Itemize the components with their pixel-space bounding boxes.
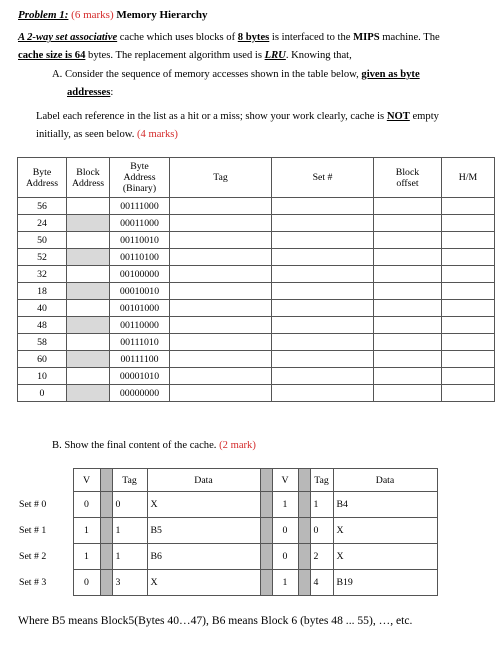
part-a-line-2 xyxy=(67,86,113,100)
cell-tag-way1: 4 xyxy=(310,570,333,596)
cell-block-offset xyxy=(374,283,442,300)
set-label: Set # 2 xyxy=(19,551,47,562)
cell-tag-way1: 0 xyxy=(310,518,333,544)
separator xyxy=(298,518,310,544)
cell-set xyxy=(272,351,374,368)
set-label: Set # 3 xyxy=(19,577,47,588)
header-block-offset xyxy=(374,158,442,198)
cell-byte-address: 40 xyxy=(18,300,67,317)
header-v-way1: V xyxy=(272,469,298,492)
header-separator xyxy=(298,469,310,492)
spacer xyxy=(58,518,73,544)
cache-table-header xyxy=(17,469,437,492)
header-set: Set # xyxy=(272,158,374,198)
cell-binary-address: 00111000 xyxy=(110,198,170,215)
header-spacer xyxy=(58,469,73,492)
header-separator xyxy=(100,469,112,492)
cell-byte-address: 10 xyxy=(18,368,67,385)
cell-block-address xyxy=(67,351,110,368)
cell-block-offset xyxy=(374,198,442,215)
cell-block-address xyxy=(67,283,110,300)
access-row xyxy=(18,334,495,351)
cache-set-row xyxy=(17,544,437,570)
cell-v-way0: 1 xyxy=(73,544,100,570)
cell-tag xyxy=(170,266,272,283)
separator xyxy=(298,570,310,596)
part-b-heading xyxy=(52,439,256,453)
cell-block-offset xyxy=(374,385,442,402)
cell-hit-miss xyxy=(442,317,495,334)
separator xyxy=(100,570,112,596)
cell-binary-address: 00111100 xyxy=(110,351,170,368)
intro-text: machine. The xyxy=(379,32,440,43)
cell-block-address xyxy=(67,215,110,232)
label-marks: (4 marks) xyxy=(137,129,178,140)
intro-line-1 xyxy=(18,31,440,45)
cell-binary-address: 00111010 xyxy=(110,334,170,351)
cell-block-address xyxy=(67,368,110,385)
access-row xyxy=(18,249,495,266)
cell-binary-address: 00000000 xyxy=(110,385,170,402)
problem-title xyxy=(18,8,208,22)
cell-data-way0: B5 xyxy=(147,518,260,544)
cell-v-way1: 1 xyxy=(272,570,298,596)
cache-table xyxy=(17,468,438,596)
header-text: (Binary) xyxy=(122,183,157,194)
cell-data-way1: B4 xyxy=(333,492,437,518)
cell-tag-way0: 1 xyxy=(112,518,147,544)
cell-hit-miss xyxy=(442,249,495,266)
cell-set xyxy=(272,249,374,266)
header-text: Byte xyxy=(130,161,149,172)
title-label: Problem 1: xyxy=(18,9,69,21)
cell-block-offset xyxy=(374,232,442,249)
cell-set xyxy=(272,283,374,300)
cell-byte-address: 0 xyxy=(18,385,67,402)
cell-set xyxy=(272,266,374,283)
cell-block-address xyxy=(67,300,110,317)
header-tag-way1: Tag xyxy=(310,469,333,492)
cell-tag xyxy=(170,351,272,368)
cell-v-way0: 0 xyxy=(73,492,100,518)
access-row xyxy=(18,232,495,249)
block-size: 8 bytes xyxy=(237,32,270,43)
access-row xyxy=(18,283,495,300)
cell-block-offset xyxy=(374,351,442,368)
cell-byte-address: 48 xyxy=(18,317,67,334)
cell-hit-miss xyxy=(442,385,495,402)
cache-set-row xyxy=(17,492,437,518)
cell-data-way0: X xyxy=(147,492,260,518)
intro-text: cache which uses blocks of xyxy=(117,32,238,43)
cell-tag-way1: 1 xyxy=(310,492,333,518)
cell-block-offset xyxy=(374,317,442,334)
separator xyxy=(260,570,272,596)
access-row xyxy=(18,368,495,385)
cell-byte-address: 58 xyxy=(18,334,67,351)
cell-tag xyxy=(170,232,272,249)
cell-tag xyxy=(170,249,272,266)
cell-data-way1: X xyxy=(333,518,437,544)
footer-note: Where B5 means Block5(Bytes 40…47), B6 means Block 6 (bytes 48 ... 55), …, etc. xyxy=(18,614,413,627)
cell-set xyxy=(272,334,374,351)
cell-hit-miss xyxy=(442,283,495,300)
access-row xyxy=(18,317,495,334)
cell-set xyxy=(272,232,374,249)
cell-byte-address: 52 xyxy=(18,249,67,266)
cell-block-address xyxy=(67,334,110,351)
access-row xyxy=(18,300,495,317)
set-label: Set # 0 xyxy=(19,499,47,510)
cache-size: cache size is 64 xyxy=(18,50,86,61)
access-row xyxy=(18,266,495,283)
cell-set xyxy=(272,300,374,317)
label-line-2 xyxy=(36,128,178,142)
part-a-line-1 xyxy=(52,68,420,82)
spacer xyxy=(58,492,73,518)
cell-block-offset xyxy=(374,334,442,351)
cell-hit-miss xyxy=(442,334,495,351)
cache-type: A 2-way set associative xyxy=(18,32,118,43)
part-b-marks: (2 mark) xyxy=(219,440,256,451)
cell-binary-address: 00010010 xyxy=(110,283,170,300)
access-row xyxy=(18,351,495,368)
cell-set xyxy=(272,198,374,215)
cell-block-offset xyxy=(374,249,442,266)
cell-tag xyxy=(170,334,272,351)
intro-text: bytes. The replacement algorithm used is xyxy=(85,50,265,61)
separator xyxy=(100,544,112,570)
header-separator xyxy=(260,469,272,492)
cell-binary-address: 00110100 xyxy=(110,249,170,266)
cell-block-address xyxy=(67,317,110,334)
intro-text: is interfaced to the xyxy=(269,32,354,43)
cell-hit-miss xyxy=(442,215,495,232)
cell-byte-address: 24 xyxy=(18,215,67,232)
cell-set xyxy=(272,368,374,385)
cell-hit-miss xyxy=(442,198,495,215)
header-binary-address xyxy=(110,158,170,198)
label-text: Label each reference in the list as a hit or a miss; show your work clearly, cache is xyxy=(36,111,387,122)
cell-binary-address: 00110000 xyxy=(110,317,170,334)
label-line-1 xyxy=(36,110,439,124)
replacement-policy: LRU xyxy=(264,50,286,61)
header-text: Block xyxy=(395,166,420,178)
header-set-label xyxy=(17,469,58,492)
cell-block-offset xyxy=(374,215,442,232)
part-a-text: : xyxy=(110,87,114,98)
cell-tag xyxy=(170,317,272,334)
cell-tag-way0: 0 xyxy=(112,492,147,518)
header-text: Address xyxy=(71,177,105,189)
cell-set xyxy=(272,317,374,334)
cell-tag xyxy=(170,215,272,232)
spacer xyxy=(58,544,73,570)
cell-hit-miss xyxy=(442,266,495,283)
header-text: Block xyxy=(76,166,100,178)
title-topic: Memory Hierarchy xyxy=(116,9,208,21)
separator xyxy=(100,492,112,518)
cell-tag-way0: 1 xyxy=(112,544,147,570)
cell-byte-address: 18 xyxy=(18,283,67,300)
separator xyxy=(298,544,310,570)
separator xyxy=(260,544,272,570)
cell-v-way1: 0 xyxy=(272,518,298,544)
cell-tag xyxy=(170,368,272,385)
access-row xyxy=(18,215,495,232)
label-text: initially, as seen below. xyxy=(36,129,138,140)
cell-data-way0: B6 xyxy=(147,544,260,570)
separator xyxy=(260,518,272,544)
cell-set xyxy=(272,215,374,232)
header-text: Address xyxy=(25,177,59,189)
cell-byte-address: 32 xyxy=(18,266,67,283)
cell-block-address xyxy=(67,385,110,402)
access-row xyxy=(18,385,495,402)
part-a-emph: given as byte xyxy=(361,69,420,80)
cell-block-address xyxy=(67,232,110,249)
separator xyxy=(100,518,112,544)
cell-hit-miss xyxy=(442,300,495,317)
access-table xyxy=(17,157,495,402)
machine-name: MIPS xyxy=(353,32,380,43)
cell-set xyxy=(272,385,374,402)
cell-tag-way1: 2 xyxy=(310,544,333,570)
cell-v-way1: 1 xyxy=(272,492,298,518)
cell-binary-address: 00001010 xyxy=(110,368,170,385)
title-marks: (6 marks) xyxy=(71,9,114,21)
cell-tag xyxy=(170,198,272,215)
cell-block-offset xyxy=(374,300,442,317)
part-a-emph: addresses xyxy=(67,87,111,98)
label-text: empty xyxy=(409,111,439,122)
cell-byte-address: 50 xyxy=(18,232,67,249)
cell-byte-address: 60 xyxy=(18,351,67,368)
spacer xyxy=(58,570,73,596)
cell-v-way1: 0 xyxy=(272,544,298,570)
cell-hit-miss xyxy=(442,368,495,385)
cell-data-way1: X xyxy=(333,544,437,570)
cell-block-address xyxy=(67,249,110,266)
cell-tag xyxy=(170,385,272,402)
access-row xyxy=(18,198,495,215)
cell-block-offset xyxy=(374,368,442,385)
header-text: Byte xyxy=(32,166,52,178)
separator xyxy=(298,492,310,518)
header-v-way0: V xyxy=(73,469,100,492)
separator xyxy=(260,492,272,518)
cell-binary-address: 00100000 xyxy=(110,266,170,283)
header-hit-miss: H/M xyxy=(442,158,495,198)
intro-text: . Knowing that, xyxy=(285,50,352,61)
cache-set-row xyxy=(17,518,437,544)
cell-binary-address: 00110010 xyxy=(110,232,170,249)
header-text: Address xyxy=(123,172,156,183)
cell-tag xyxy=(170,300,272,317)
cell-tag-way0: 3 xyxy=(112,570,147,596)
cell-block-address xyxy=(67,266,110,283)
cell-data-way0: X xyxy=(147,570,260,596)
cell-block-offset xyxy=(374,266,442,283)
part-a-text: A. Consider the sequence of memory accesses shown in the table below, xyxy=(52,69,362,80)
cell-v-way0: 1 xyxy=(73,518,100,544)
header-tag-way0: Tag xyxy=(112,469,147,492)
header-text: offset xyxy=(396,177,419,189)
cell-tag xyxy=(170,283,272,300)
cache-set-row xyxy=(17,570,437,596)
cell-hit-miss xyxy=(442,232,495,249)
header-data-way0: Data xyxy=(147,469,260,492)
cell-binary-address: 00101000 xyxy=(110,300,170,317)
cell-data-way1: B19 xyxy=(333,570,437,596)
cell-binary-address: 00011000 xyxy=(110,215,170,232)
cell-v-way0: 0 xyxy=(73,570,100,596)
cell-hit-miss xyxy=(442,351,495,368)
header-byte-address xyxy=(18,158,67,198)
cell-byte-address: 56 xyxy=(18,198,67,215)
cell-block-address xyxy=(67,198,110,215)
intro-line-2 xyxy=(18,49,352,63)
not-emph: NOT xyxy=(386,111,410,122)
header-tag: Tag xyxy=(170,158,272,198)
header-block-address xyxy=(67,158,110,198)
set-label: Set # 1 xyxy=(19,525,47,536)
header-data-way1: Data xyxy=(333,469,437,492)
part-b-text: B. Show the final content of the cache. xyxy=(52,440,220,451)
access-table-header xyxy=(18,158,495,198)
